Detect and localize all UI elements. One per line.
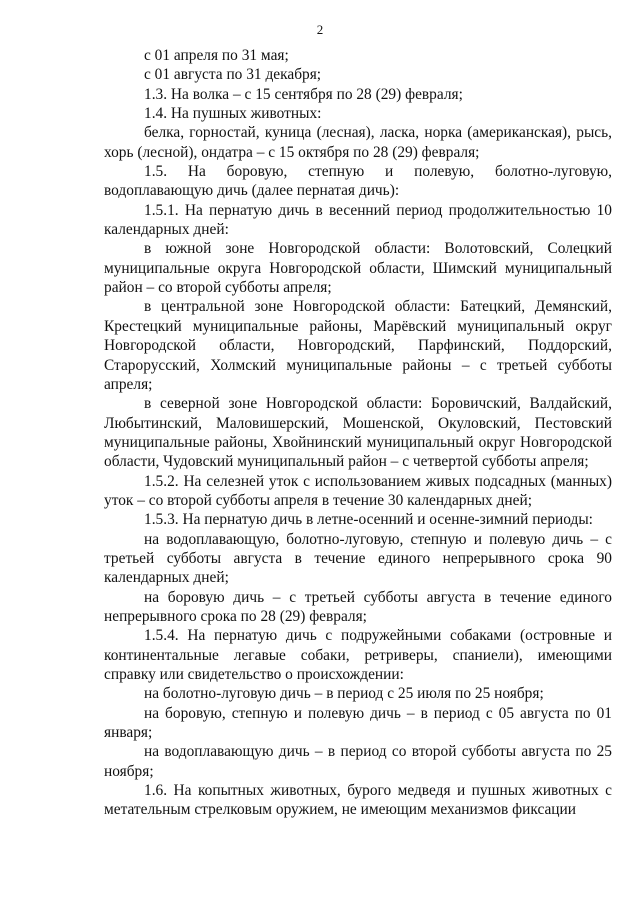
paragraph-marsh-game-dogs: на болотно-луговую дичь – в период с 25 июля по 25 ноября; bbox=[144, 685, 544, 703]
paragraph-northern-zone: в северной зоне Новгородской области: Боровичский, Валдайский, Любытинский, Маловишерский, Мошенской, Окуловский, Пестовский муниципальные районы, Хвойнинский муниципальный округ Новгородской области, Чудовский муниципальный район – с четвертой субботы апреля; bbox=[104, 395, 612, 471]
paragraph-1-5-2-drakes: 1.5.2. На селезней уток с использованием живых подсадных (манных) уток – со второй субботы апреля в течение 30 календарных дней; bbox=[104, 472, 612, 509]
paragraph-fur-species-list: белка, горностай, куница (лесная), ласка, норка (американская), рысь, хорь (лесной), ондатра – с 15 октября по 28 (29) февраля; bbox=[104, 124, 612, 161]
paragraph-central-zone: в центральной зоне Новгородской области: Батецкий, Демянский, Крестецкий муниципальные районы, Марёвский муниципальный округ Новгородской области, Новгородский, Парфинский, Поддорский, Старорусский, Холмский муниципальные районы – с третьей субботы апреля; bbox=[104, 298, 612, 393]
page-number: 2 bbox=[316, 22, 324, 37]
paragraph-waterfowl-period: на водоплавающую, болотно-луговую, степную и полевую дичь – с третьей субботы августа в течение единого непрерывного срока 90 календарных дней; bbox=[104, 530, 612, 587]
paragraph-1-5-1-spring: 1.5.1. На пернатую дичь в весенний период продолжительностью 10 календарных дней: bbox=[104, 201, 612, 239]
paragraph-waterfowl-dogs: на водоплавающую дичь – в период со второй субботы августа по 25 ноября; bbox=[104, 743, 612, 780]
paragraph-southern-zone: в южной зоне Новгородской области: Волотовский, Солецкий муниципальные округа Новгородской области, Шимский муниципальный район – со второй субботы апреля; bbox=[104, 240, 612, 297]
paragraph-1-6-ungulates: 1.6. На копытных животных, бурого медведя и пушных животных с метательным стрелковым оружием, не имеющим механизмов фиксации bbox=[104, 782, 612, 819]
paragraph-1-4-fur-animals: 1.4. На пушных животных: bbox=[144, 105, 322, 123]
paragraph-spring-period-1: с 01 апреля по 31 мая; bbox=[144, 47, 289, 64]
paragraph-autumn-period-1: с 01 августа по 31 декабря; bbox=[144, 66, 322, 84]
paragraph-1-5-3-summer-autumn: 1.5.3. На пернатую дичь в летне-осенний и осенне-зимний периоды: bbox=[144, 511, 593, 529]
document-body bbox=[104, 46, 612, 820]
paragraph-1-5-birds: 1.5. На боровую, степную и полевую, болотно-луговую, водоплавающую дичь (далее пернатая дичь): bbox=[104, 163, 612, 200]
paragraph-1-5-4-gun-dogs: 1.5.4. На пернатую дичь с подружейными собаками (островные и континентальные легавые собаки, ретриверы, спаниели), имеющими справку или свидетельство о происхождении: bbox=[104, 627, 612, 683]
paragraph-upland-game-dogs: на боровую, степную и полевую дичь – в период с 05 августа по 01 января; bbox=[104, 704, 612, 742]
paragraph-1-3-wolf: 1.3. На волка – с 15 сентября по 28 (29) февраля; bbox=[144, 85, 463, 103]
paragraph-upland-game-period: на боровую дичь – с третьей субботы августа в течение единого непрерывного срока по 28 (29) февраля; bbox=[104, 588, 612, 625]
